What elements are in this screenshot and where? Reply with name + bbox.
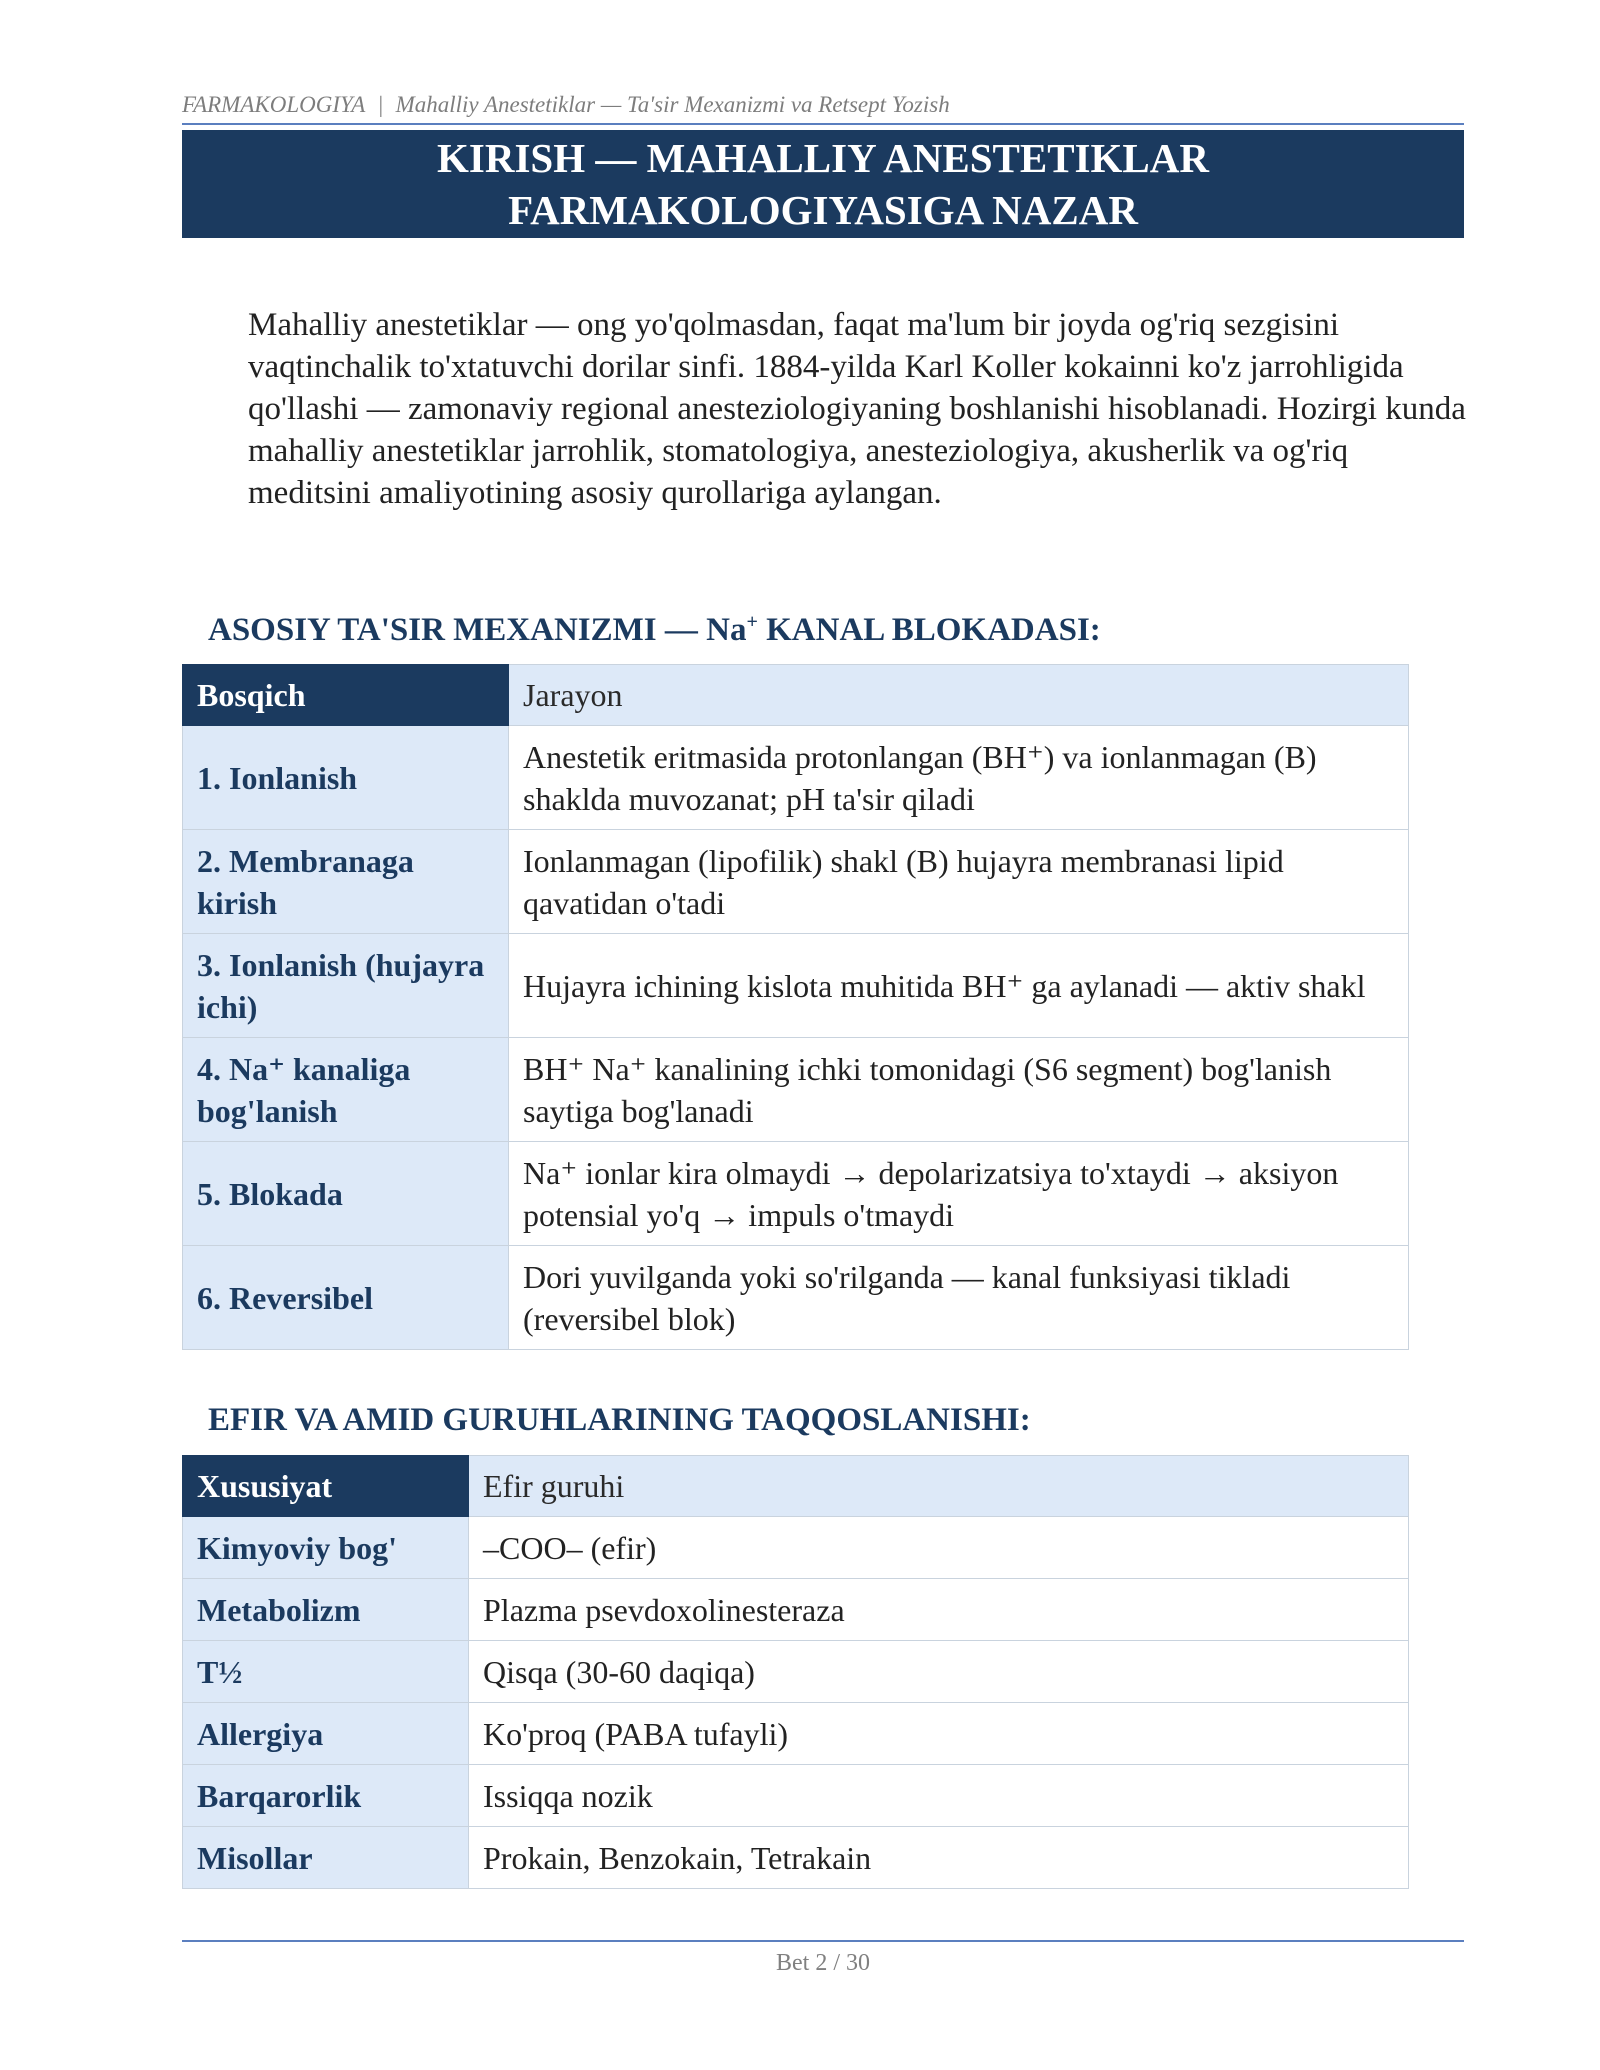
property-cell: Barqarorlik (183, 1765, 469, 1827)
table-row (183, 726, 1409, 830)
process-cell: Na⁺ ionlar kira olmaydi → depolarizatsiya to'xtaydi → aksiyon potensial yo'q → impuls o'tmaydi (509, 1142, 1409, 1246)
table-row (183, 1517, 1409, 1579)
mechanism-heading-part1: ASOSIY TA'SIR MEXANIZMI — Na (208, 612, 747, 648)
header-rule (182, 123, 1464, 125)
mechanism-col-stage: Bosqich (183, 665, 509, 726)
comparison-heading: EFIR VA AMID GURUHLARINING TAQQOSLANISHI: (208, 1402, 1031, 1438)
stage-cell: 4. Na⁺ kanaliga bog'lanish (183, 1038, 509, 1142)
mechanism-col-process: Jarayon (509, 665, 1409, 726)
table-row (183, 830, 1409, 934)
table-row (183, 1765, 1409, 1827)
process-cell: BH⁺ Na⁺ kanalining ichki tomonidagi (S6 segment) bog'lanish saytiga bog'lanadi (509, 1038, 1409, 1142)
table-row (183, 934, 1409, 1038)
ester-cell: Issiqqa nozik (469, 1765, 1409, 1827)
mechanism-table (182, 664, 1409, 1350)
comparison-table (182, 1455, 1409, 1889)
ester-cell: Qisqa (30-60 daqiqa) (469, 1641, 1409, 1703)
process-cell: Anestetik eritmasida protonlangan (BH⁺) va ionlanmagan (B) shaklda muvozanat; pH ta'sir qiladi (509, 726, 1409, 830)
comparison-table-header (183, 1456, 1409, 1517)
property-cell: Allergiya (183, 1703, 469, 1765)
table-row (183, 1641, 1409, 1703)
chapter-title-banner (182, 130, 1464, 238)
ester-cell: Ko'proq (PABA tufayli) (469, 1703, 1409, 1765)
ester-cell: Prokain, Benzokain, Tetrakain (469, 1827, 1409, 1889)
property-cell: T½ (183, 1641, 469, 1703)
comparison-col-ester: Efir guruhi (469, 1456, 1409, 1517)
header-separator: | (377, 92, 384, 117)
process-cell: Hujayra ichining kislota muhitida BH⁺ ga aylanadi — aktiv shakl (509, 934, 1409, 1038)
mechanism-heading-part2: KANAL BLOKADASI: (757, 612, 1101, 648)
stage-cell: 5. Blokada (183, 1142, 509, 1246)
table-row (183, 1038, 1409, 1142)
chapter-title-line-2: FARMAKOLOGIYASIGA NAZAR (508, 187, 1138, 233)
header-subject: FARMAKOLOGIYA (182, 92, 366, 117)
chapter-title-line-1: KIRISH — MAHALLIY ANESTETIKLAR (437, 135, 1209, 181)
header-topic: Mahalliy Anestetiklar — Ta'sir Mexanizmi va Retsept Yozish (395, 92, 950, 117)
stage-cell: 2. Membranaga kirish (183, 830, 509, 934)
table-row (183, 1703, 1409, 1765)
table-row (183, 1827, 1409, 1889)
process-cell: Dori yuvilganda yoki so'rilganda — kanal funksiyasi tikladi (reversibel blok) (509, 1246, 1409, 1350)
ester-cell: Plazma psevdoxolinesteraza (469, 1579, 1409, 1641)
table-row (183, 1579, 1409, 1641)
page-number: Bet 2 / 30 (776, 1950, 870, 1976)
property-cell: Kimyoviy bog' (183, 1517, 469, 1579)
mechanism-table-header (183, 665, 1409, 726)
stage-cell: 1. Ionlanish (183, 726, 509, 830)
running-header (182, 92, 1462, 118)
stage-cell: 3. Ionlanish (hujayra ichi) (183, 934, 509, 1038)
property-cell: Metabolizm (183, 1579, 469, 1641)
ester-cell: –COO– (efir) (469, 1517, 1409, 1579)
process-cell: Ionlanmagan (lipofilik) shakl (B) hujayra membranasi lipid qavatidan o'tadi (509, 830, 1409, 934)
mechanism-heading (208, 611, 1408, 649)
table-row (183, 1246, 1409, 1350)
comparison-col-property: Xususiyat (183, 1456, 469, 1517)
footer-rule (182, 1940, 1464, 1942)
table-row (183, 1142, 1409, 1246)
property-cell: Misollar (183, 1827, 469, 1889)
stage-cell: 6. Reversibel (183, 1246, 509, 1350)
mechanism-heading-sup: + (746, 611, 758, 633)
intro-paragraph: Mahalliy anestetiklar — ong yo'qolmasdan, faqat ma'lum bir joyda og'riq sezgisini vaqtinchalik to'xtatuvchi dorilar sinfi. 1884-yilda Karl Koller kokainni ko'z jarrohligida qo'llashi — zamonaviy regional anesteziologiyaning boshlanishi hisoblanadi. Hozirgi kunda mahalliy anestetiklar jarrohlik, stomatologiya, anesteziologiya, akusherlik va og'riq meditsini amaliyotining asosiy qurollariga aylangan. (248, 307, 1466, 511)
